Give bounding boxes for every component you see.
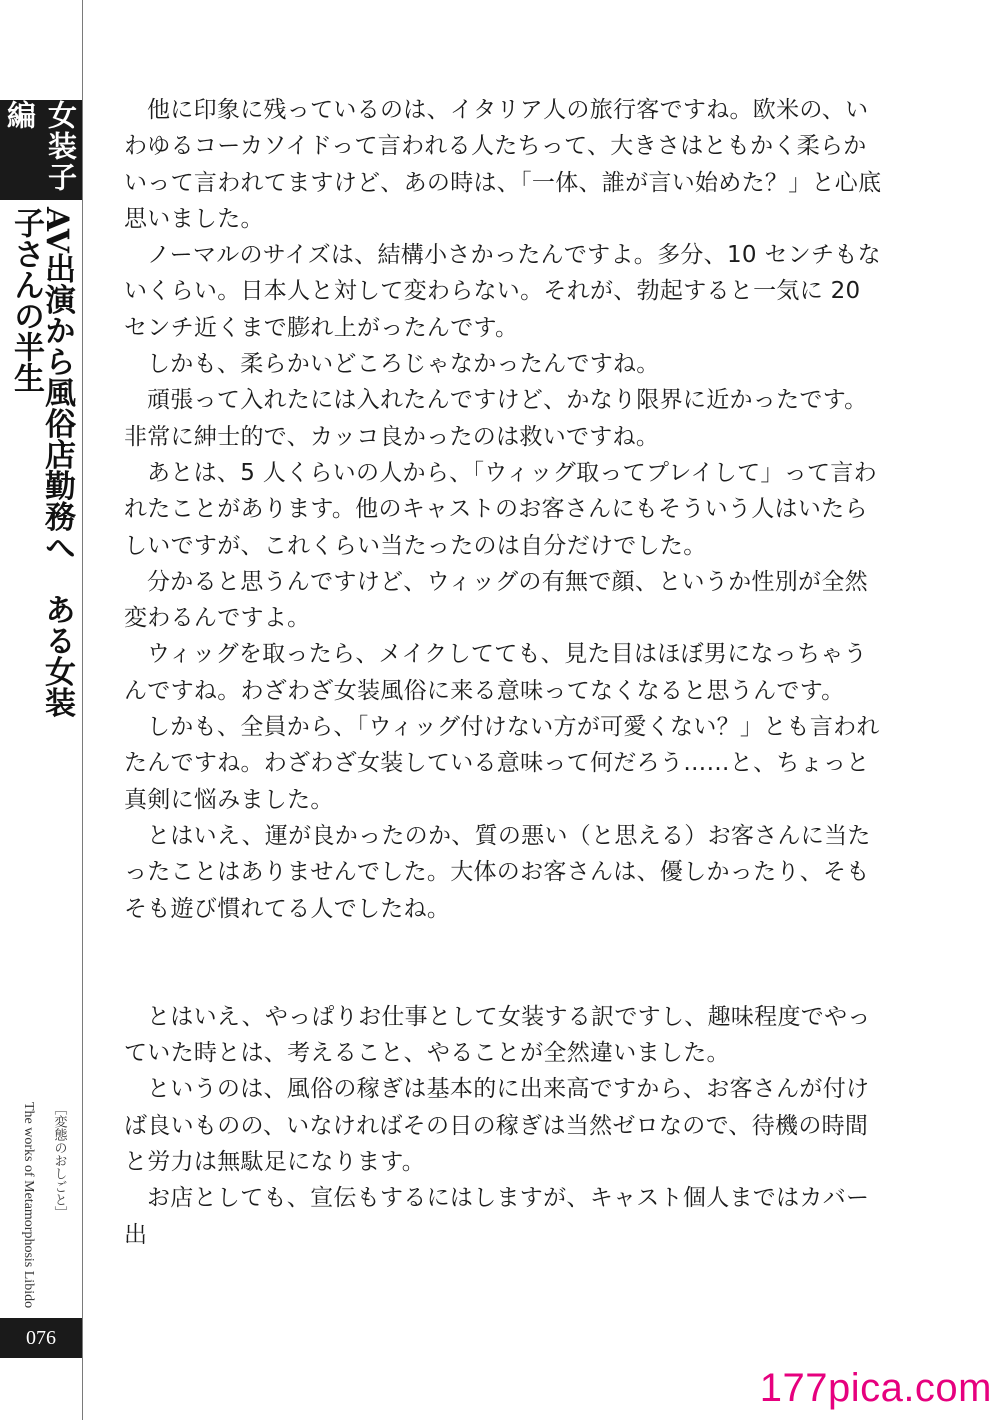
paragraph: とはいえ、やっぱりお仕事として女装する訳ですし、趣味程度でやっていた時とは、考えること、やることが全然違いました。 — [124, 1003, 871, 1067]
series-title-english — [10, 1102, 46, 1312]
section-tab — [0, 100, 82, 200]
gutter-divider — [82, 0, 83, 1420]
series-title-japanese-text: ［変態のおしごと］ — [51, 1102, 67, 1219]
chapter-title-text: AV出演から風俗店勤務へ ある女装子さんの半生 — [8, 207, 75, 718]
paragraph: しかも、柔らかいどころじゃなかったんですね。 — [147, 351, 660, 378]
paragraph: とはいえ、運が良かったのか、質の悪い（と思える）お客さんに当たったことはありませんでした。大体のお客さんは、優しかったり、そもそも遊び慣れてる人でしたね。 — [124, 822, 871, 922]
section-break — [124, 927, 882, 999]
paragraph: しかも、全員から、「ウィッグ付けない方が可愛くない？」とも言われたんですね。わざわざ女装している意味って何だろう……と、ちょっと真剣に悩みました。 — [124, 714, 880, 813]
paragraph: あとは、5 人くらいの人から、「ウィッグ取ってプレイして」って言われたことがあります。他のキャストのお客さんにもそういう人はいたらしいですが、これくらい当たったのは自分だけでした。 — [124, 459, 877, 559]
section-tab-label: 女装子編 — [3, 100, 78, 193]
series-title-japanese — [44, 1102, 74, 1312]
paragraph: ノーマルのサイズは、結構小さかったんですよ。多分、10 センチもないくらい。日本人と対して変わらない。それが、勃起すると一気に 20 センチ近くまで膨れ上がったんです。 — [124, 242, 881, 341]
page-number: 076 — [0, 1318, 82, 1358]
paragraph: お店としても、宣伝もするにはしますが、キャスト個人まではカバー出 — [124, 1185, 870, 1248]
paragraph: 他に印象に残っているのは、イタリア人の旅行客ですね。欧米の、いわゆるコーカソイドって言われる人たちって、大きさはともかく柔らかいって言われてますけど、あの時は、「一体、誰が言い始めた？」と心底思いました。 — [124, 97, 882, 232]
paragraph: 頑張って入れたには入れたんですけど、かなり限界に近かったです。非常に紳士的で、カッコ良かったのは救いですね。 — [124, 387, 868, 450]
watermark: 177pica.com — [759, 1366, 992, 1410]
paragraph: というのは、風俗の稼ぎは基本的に出来高ですから、お客さんが付けば良いものの、いなければその日の稼ぎは当然ゼロなので、待機の時間と労力は無駄足になります。 — [124, 1076, 870, 1176]
chapter-title — [0, 207, 82, 727]
paragraph: 分かると思うんですけど、ウィッグの有無で顔、というか性別が全然変わるんですよ。 — [124, 568, 868, 632]
series-title-english-text: The works of Metamorphosis Libido — [21, 1102, 36, 1309]
paragraph: ウィッグを取ったら、メイクしてても、見た目はほぼ男になっちゃうんですね。わざわざ女装風俗に来る意味ってなくなると思うんです。 — [124, 641, 867, 704]
body-text — [124, 92, 882, 1253]
